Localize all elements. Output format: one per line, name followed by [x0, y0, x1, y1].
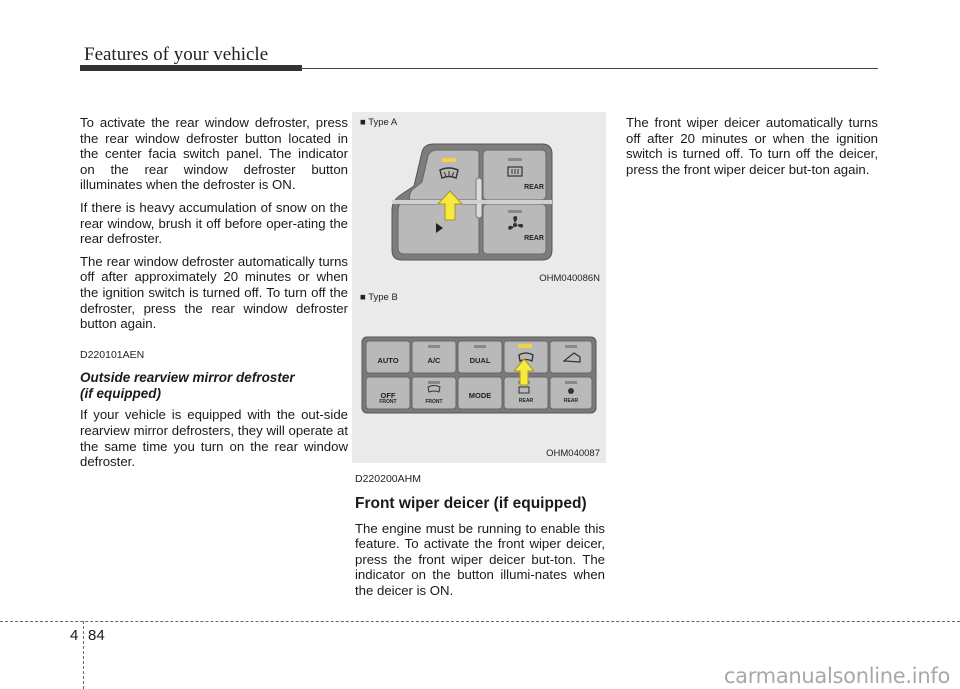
- body-paragraph: To activate the rear window defroster, press the rear window defroster button located in the center facia switch panel. The indicator on the rear window defroster button illuminates when the defroster is ON.: [80, 115, 348, 193]
- header-rule-thick: [80, 65, 302, 71]
- indicator-light: [518, 344, 532, 348]
- button-label: REAR: [524, 184, 544, 191]
- figure-type-a: [352, 112, 606, 288]
- figure-code: OHM040087: [546, 448, 600, 459]
- footer-rule: [0, 621, 960, 622]
- button-label-front: FRONT: [425, 399, 443, 405]
- page-number: 84: [88, 627, 105, 644]
- figure-code: OHM040086N: [539, 273, 600, 284]
- body-paragraph: The engine must be running to enable this feature. To activate the front wiper deicer, press the front wiper deicer but-ton. The indicator on the button illumi-nates when the deicer is ON.: [355, 520, 605, 598]
- subheading-line: Outside rearview mirror defroster: [80, 370, 295, 386]
- section-subheading: [80, 370, 348, 401]
- left-column: [80, 115, 348, 477]
- button-sublabel-front: FRONT: [379, 399, 397, 405]
- body-paragraph: The front wiper deicer automatically turns off after 20 minutes or when the ignition switch is turned off. To turn off the deicer, press the front wiper deicer but-ton again.: [626, 115, 878, 177]
- subheading-line: (if equipped): [80, 385, 161, 401]
- section-code: D220200AHM: [355, 473, 421, 485]
- middle-column: [355, 472, 605, 606]
- button-label: REAR: [524, 235, 544, 242]
- body-paragraph: The rear window defroster automatically turns off after approximately 20 minutes or when the ignition switch is turned off. To turn off the defroster, press the rear window defroster button again.: [80, 253, 348, 332]
- right-column: [626, 115, 878, 184]
- button-label-auto: AUTO: [377, 356, 399, 365]
- body-paragraph: If there is heavy accumulation of snow on the rear window, brush it off before oper-ating the rear defroster.: [80, 199, 348, 247]
- climate-panel-illustration: [352, 287, 606, 463]
- figure-type-b: [352, 287, 606, 463]
- button-label-mode: MODE: [468, 391, 492, 400]
- button-label-rear-fan: REAR: [563, 398, 579, 404]
- header-rule-thin: [300, 68, 878, 69]
- footer-divider: [83, 621, 84, 689]
- section-heading: Front wiper deicer (if equipped): [355, 494, 587, 512]
- watermark: carmanualsonline.info: [723, 664, 950, 688]
- button-label-dual: DUAL: [469, 356, 491, 365]
- button-label-off: OFF: [380, 391, 396, 400]
- page-header-title: Features of your vehicle: [84, 44, 269, 65]
- body-paragraph: If your vehicle is equipped with the out-side rearview mirror defrosters, they will operate at the same time you turn on the rear window defroster.: [80, 407, 348, 470]
- button-label-rear: REAR: [518, 398, 534, 404]
- chapter-number: 4: [70, 627, 79, 644]
- figure-type-label: ■ Type B: [360, 292, 398, 303]
- indicator-light: [442, 158, 456, 162]
- button-label-ac: A/C: [427, 356, 441, 365]
- section-code: D220101AEN: [80, 348, 145, 361]
- figure-type-label: ■ Type A: [360, 117, 398, 128]
- switch-panel-illustration: [352, 112, 606, 288]
